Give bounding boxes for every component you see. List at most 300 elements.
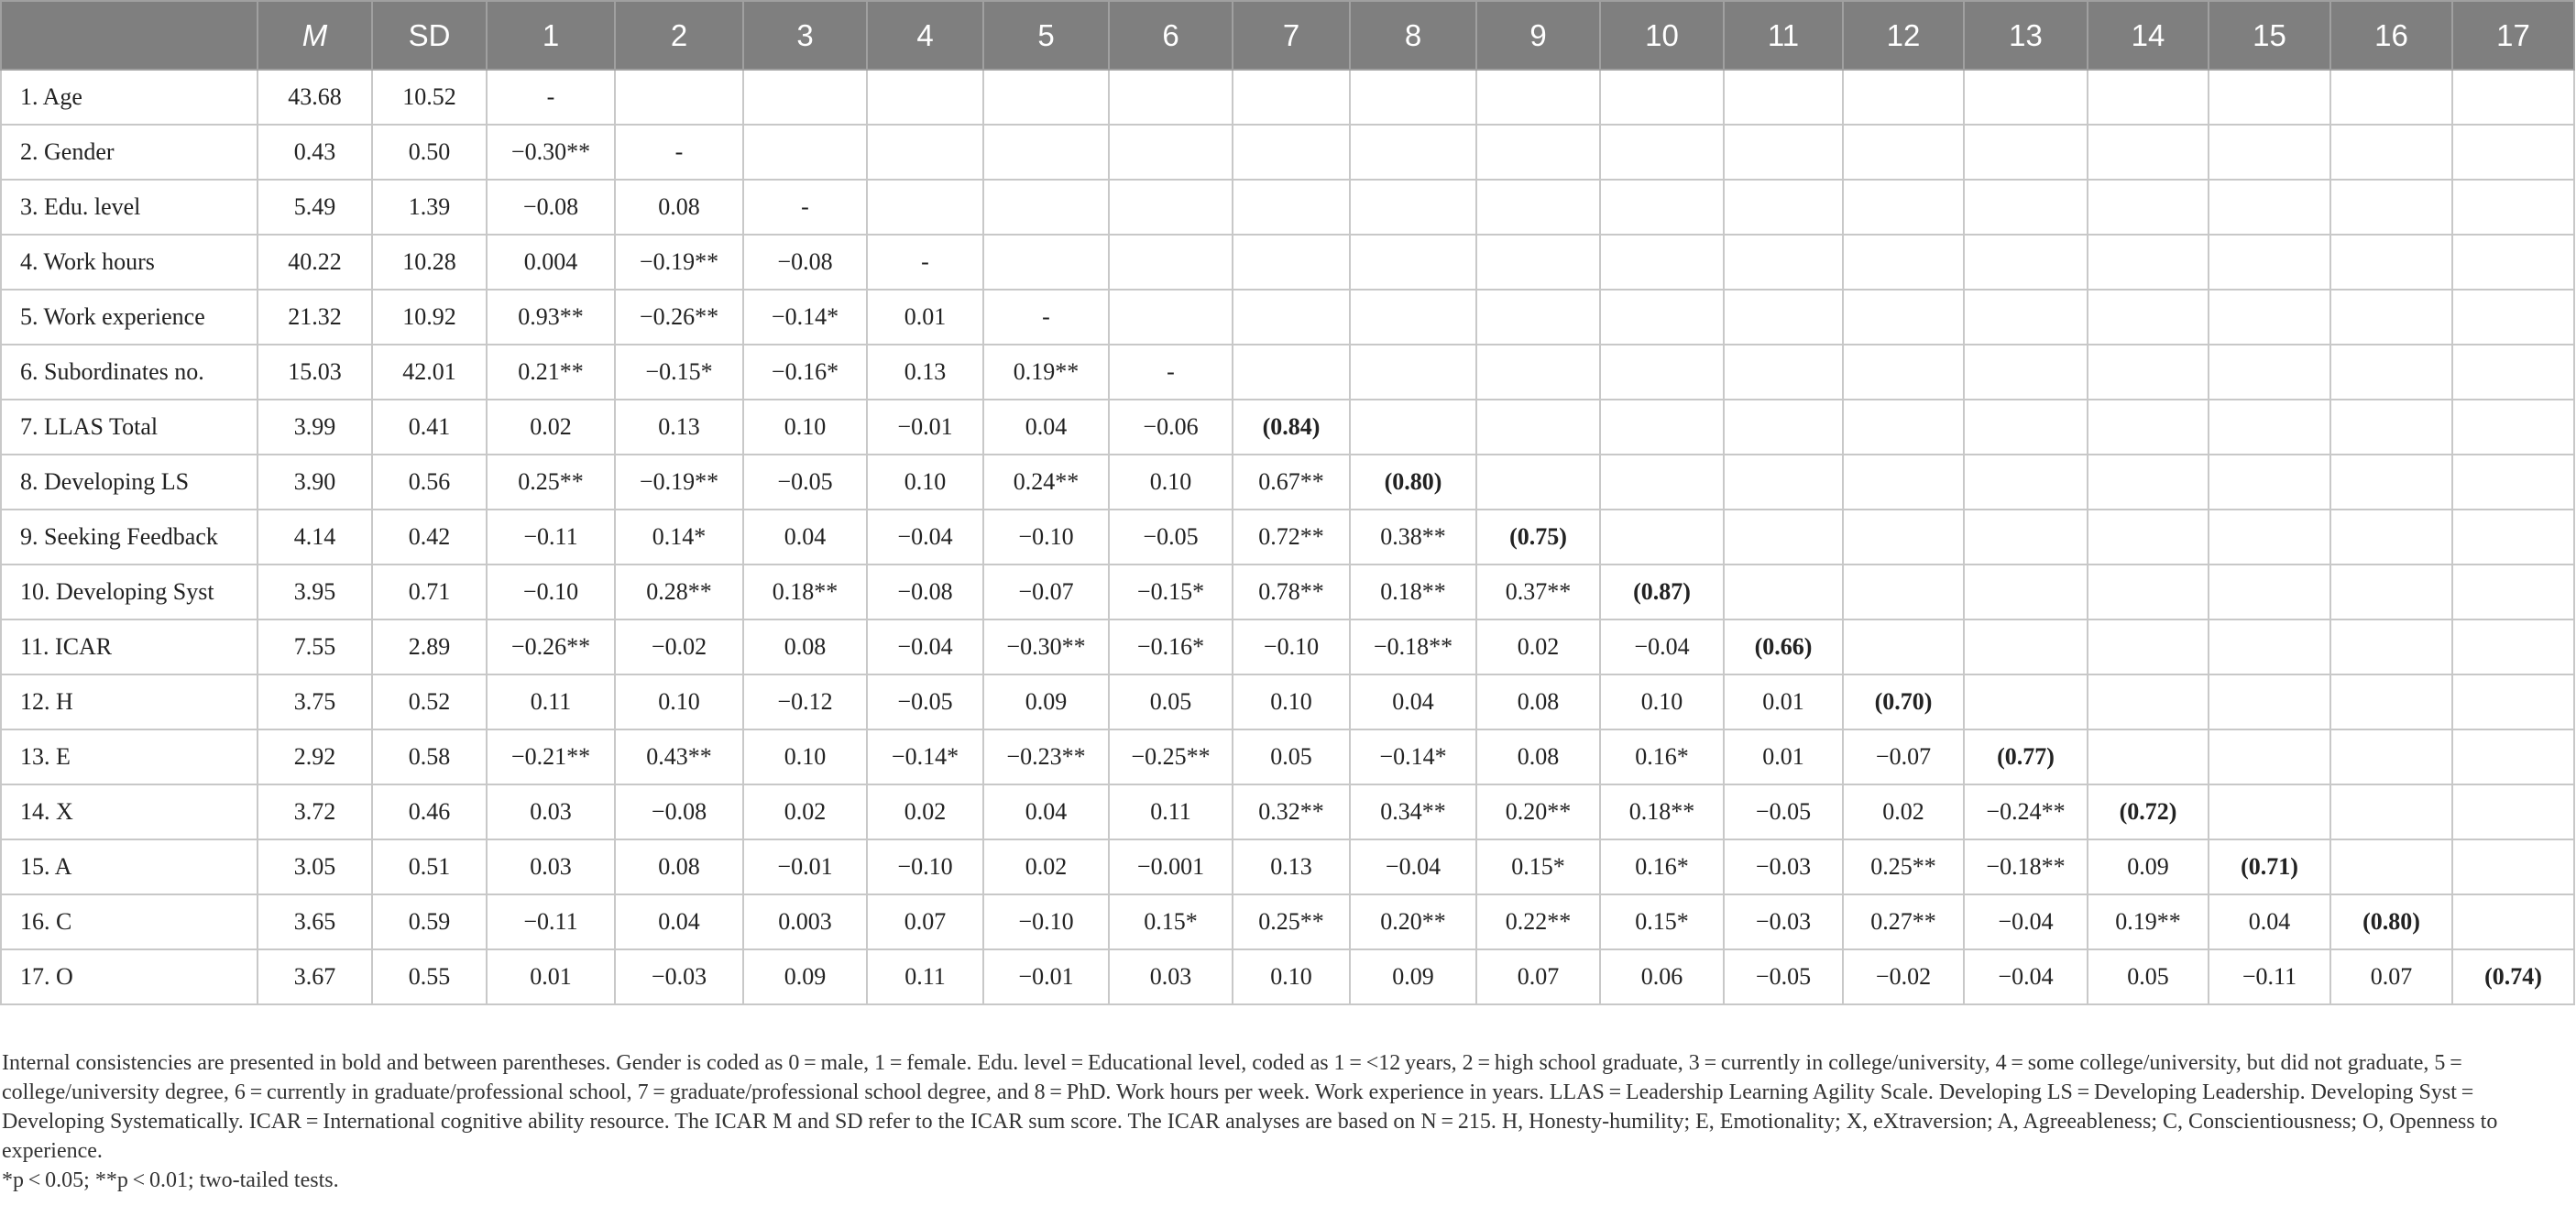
correlation-cell: 0.09 — [743, 949, 867, 1004]
empty-cell — [2452, 180, 2574, 235]
table-row — [1, 674, 2574, 729]
correlation-cell: 0.37** — [1476, 565, 1600, 619]
header-col-15: 15 — [2209, 1, 2330, 70]
row-label: 16. C — [1, 894, 258, 949]
header-col-1: 1 — [487, 1, 615, 70]
correlation-cell: −0.30** — [487, 125, 615, 180]
table-row — [1, 565, 2574, 619]
significance-note: *p < 0.05; **p < 0.01; two-tailed tests. — [2, 1168, 339, 1192]
correlation-cell: 0.18** — [1350, 565, 1476, 619]
empty-cell — [2088, 674, 2209, 729]
empty-cell — [1109, 235, 1233, 290]
empty-cell — [2088, 510, 2209, 565]
table-row — [1, 235, 2574, 290]
empty-cell — [2452, 235, 2574, 290]
empty-cell — [1724, 510, 1843, 565]
empty-cell — [1109, 70, 1233, 125]
correlation-cell: 0.20** — [1350, 894, 1476, 949]
correlation-cell: (0.71) — [2209, 839, 2330, 894]
empty-cell — [1476, 400, 1600, 455]
empty-cell — [867, 125, 983, 180]
correlation-cell: 0.04 — [743, 510, 867, 565]
empty-cell — [867, 180, 983, 235]
correlation-cell: 0.02 — [1476, 619, 1600, 674]
correlation-cell: 0.08 — [743, 619, 867, 674]
empty-cell — [615, 70, 743, 125]
empty-cell — [1964, 565, 2088, 619]
table-row — [1, 125, 2574, 180]
header-col-4: 4 — [867, 1, 983, 70]
correlation-cell: 0.02 — [983, 839, 1109, 894]
empty-cell — [2452, 510, 2574, 565]
correlation-cell: 0.10 — [1233, 949, 1350, 1004]
empty-cell — [2330, 619, 2452, 674]
empty-cell — [1109, 180, 1233, 235]
empty-cell — [2330, 784, 2452, 839]
header-sd: SD — [372, 1, 487, 70]
empty-cell — [2209, 565, 2330, 619]
correlation-cell: 0.22** — [1476, 894, 1600, 949]
header-col-9: 9 — [1476, 1, 1600, 70]
correlation-cell: −0.11 — [2209, 949, 2330, 1004]
correlation-cell: 0.01 — [867, 290, 983, 345]
empty-cell — [2088, 70, 2209, 125]
empty-cell — [1724, 235, 1843, 290]
empty-cell — [1843, 510, 1964, 565]
row-label: 12. H — [1, 674, 258, 729]
empty-cell — [2330, 565, 2452, 619]
table-row — [1, 400, 2574, 455]
table-row — [1, 70, 2574, 125]
correlation-cell: 0.08 — [1476, 729, 1600, 784]
empty-cell — [1964, 345, 2088, 400]
table-header-row — [1, 1, 2574, 70]
correlation-cell: 0.07 — [1476, 949, 1600, 1004]
correlation-cell: 0.04 — [1350, 674, 1476, 729]
empty-cell — [1233, 180, 1350, 235]
empty-cell — [2452, 729, 2574, 784]
empty-cell — [743, 70, 867, 125]
correlation-cell: −0.14* — [1350, 729, 1476, 784]
table-row — [1, 455, 2574, 510]
empty-cell — [1600, 125, 1724, 180]
mean-cell: 3.95 — [258, 565, 372, 619]
row-label: 8. Developing LS — [1, 455, 258, 510]
empty-cell — [2330, 674, 2452, 729]
correlation-cell: −0.19** — [615, 235, 743, 290]
correlation-cell: 0.15* — [1600, 894, 1724, 949]
sd-cell: 0.58 — [372, 729, 487, 784]
correlation-cell: −0.11 — [487, 510, 615, 565]
correlation-cell: −0.10 — [983, 510, 1109, 565]
empty-cell — [1233, 235, 1350, 290]
correlation-cell: 0.13 — [867, 345, 983, 400]
header-variable — [1, 1, 258, 70]
empty-cell — [1843, 455, 1964, 510]
header-col-14: 14 — [2088, 1, 2209, 70]
table-footnote: Internal consistencies are presented in bold and between parentheses. Gender is coded as 0 = male, 1 = female. Edu. level = Educational level, coded as 1 = <12 years, 2 = high school graduate, 3 = currently in college/university, 4 = some college/university, but did not graduate, 5 = college/university degree, 6 = currently in graduate/professional school, 7 = graduate/professional school degree, and 8 = PhD. Work hours per week. Work experience in years. LLAS = Leadership Learning Agility Scale. Developing LS = Developing Leadership. Developing Syst = Developing Systematically. ICAR = International cognitive ability resource. The ICAR M and SD refer to the ICAR sum score. The ICAR analyses are based on N = 215. H, Honesty-humility; E, Emotionality; X, eXtraversion; A, Agreeableness; C, Conscientiousness; O, Openness to experience. — [2, 1051, 2498, 1163]
correlation-cell: 0.67** — [1233, 455, 1350, 510]
correlation-cell: 0.02 — [1843, 784, 1964, 839]
row-label: 13. E — [1, 729, 258, 784]
row-label: 6. Subordinates no. — [1, 345, 258, 400]
correlation-cell: −0.04 — [1350, 839, 1476, 894]
correlation-cell: 0.20** — [1476, 784, 1600, 839]
correlation-cell: −0.05 — [1109, 510, 1233, 565]
correlation-cell: −0.16* — [743, 345, 867, 400]
correlation-cell: −0.26** — [487, 619, 615, 674]
correlation-cell: 0.10 — [743, 729, 867, 784]
correlation-cell: - — [743, 180, 867, 235]
mean-cell: 3.65 — [258, 894, 372, 949]
correlation-cell: - — [983, 290, 1109, 345]
correlation-cell: −0.08 — [487, 180, 615, 235]
empty-cell — [1233, 125, 1350, 180]
correlation-cell: (0.72) — [2088, 784, 2209, 839]
correlation-cell: 0.21** — [487, 345, 615, 400]
correlation-cell: 0.18** — [743, 565, 867, 619]
correlation-cell: 0.04 — [615, 894, 743, 949]
correlation-cell: −0.18** — [1350, 619, 1476, 674]
sd-cell: 0.56 — [372, 455, 487, 510]
correlation-cell: −0.11 — [487, 894, 615, 949]
sd-cell: 0.52 — [372, 674, 487, 729]
correlation-cell: −0.04 — [1600, 619, 1724, 674]
empty-cell — [1724, 400, 1843, 455]
correlation-cell: 0.10 — [867, 455, 983, 510]
empty-cell — [1843, 235, 1964, 290]
correlation-cell: −0.30** — [983, 619, 1109, 674]
correlation-cell: (0.80) — [1350, 455, 1476, 510]
correlation-cell: 0.04 — [2209, 894, 2330, 949]
correlation-cell: (0.74) — [2452, 949, 2574, 1004]
correlation-cell: 0.78** — [1233, 565, 1350, 619]
empty-cell — [2088, 290, 2209, 345]
header-col-3: 3 — [743, 1, 867, 70]
empty-cell — [1350, 70, 1476, 125]
correlation-cell: 0.08 — [615, 839, 743, 894]
correlation-cell: −0.05 — [743, 455, 867, 510]
empty-cell — [1350, 180, 1476, 235]
correlation-cell: −0.10 — [983, 894, 1109, 949]
sd-cell: 1.39 — [372, 180, 487, 235]
correlation-cell: −0.01 — [743, 839, 867, 894]
correlation-cell: −0.23** — [983, 729, 1109, 784]
correlation-cell: 0.02 — [743, 784, 867, 839]
sd-cell: 10.28 — [372, 235, 487, 290]
correlation-cell: −0.24** — [1964, 784, 2088, 839]
correlation-cell: −0.01 — [867, 400, 983, 455]
empty-cell — [2209, 784, 2330, 839]
correlation-cell: 0.07 — [867, 894, 983, 949]
correlation-cell: 0.08 — [1476, 674, 1600, 729]
empty-cell — [2330, 400, 2452, 455]
empty-cell — [2088, 400, 2209, 455]
sd-cell: 0.42 — [372, 510, 487, 565]
correlation-cell: −0.001 — [1109, 839, 1233, 894]
empty-cell — [2088, 565, 2209, 619]
table-row — [1, 949, 2574, 1004]
empty-cell — [1724, 125, 1843, 180]
empty-cell — [1843, 70, 1964, 125]
empty-cell — [2330, 290, 2452, 345]
empty-cell — [2088, 729, 2209, 784]
empty-cell — [1476, 345, 1600, 400]
correlation-cell: 0.10 — [1600, 674, 1724, 729]
empty-cell — [1233, 345, 1350, 400]
sd-cell: 0.41 — [372, 400, 487, 455]
table-row — [1, 345, 2574, 400]
empty-cell — [2452, 455, 2574, 510]
correlation-cell: 0.03 — [487, 784, 615, 839]
empty-cell — [1843, 619, 1964, 674]
sd-cell: 0.59 — [372, 894, 487, 949]
empty-cell — [2452, 125, 2574, 180]
correlation-cell: (0.80) — [2330, 894, 2452, 949]
correlation-cell: 0.02 — [867, 784, 983, 839]
header-col-12: 12 — [1843, 1, 1964, 70]
correlation-cell: −0.08 — [743, 235, 867, 290]
correlation-cell: (0.75) — [1476, 510, 1600, 565]
header-col-5: 5 — [983, 1, 1109, 70]
correlation-cell: 0.09 — [1350, 949, 1476, 1004]
row-label: 9. Seeking Feedback — [1, 510, 258, 565]
table-body — [1, 70, 2574, 1004]
table-row — [1, 784, 2574, 839]
correlation-cell: 0.004 — [487, 235, 615, 290]
correlation-cell: 0.72** — [1233, 510, 1350, 565]
empty-cell — [1476, 180, 1600, 235]
correlation-cell: 0.19** — [983, 345, 1109, 400]
correlation-cell: (0.77) — [1964, 729, 2088, 784]
correlation-cell: −0.15* — [1109, 565, 1233, 619]
correlation-cell: 0.05 — [1109, 674, 1233, 729]
empty-cell — [1964, 70, 2088, 125]
empty-cell — [1350, 290, 1476, 345]
correlation-cell: 0.10 — [743, 400, 867, 455]
empty-cell — [1724, 345, 1843, 400]
empty-cell — [1843, 345, 1964, 400]
correlation-cell: 0.25** — [487, 455, 615, 510]
empty-cell — [2088, 619, 2209, 674]
correlation-cell: 0.38** — [1350, 510, 1476, 565]
empty-cell — [2209, 180, 2330, 235]
correlation-cell: (0.70) — [1843, 674, 1964, 729]
correlation-cell: 0.03 — [1109, 949, 1233, 1004]
correlation-cell: (0.87) — [1600, 565, 1724, 619]
correlation-cell: 0.10 — [615, 674, 743, 729]
row-label: 5. Work experience — [1, 290, 258, 345]
empty-cell — [2088, 345, 2209, 400]
empty-cell — [2452, 619, 2574, 674]
correlation-cell: (0.84) — [1233, 400, 1350, 455]
row-label: 2. Gender — [1, 125, 258, 180]
mean-cell: 7.55 — [258, 619, 372, 674]
empty-cell — [1843, 180, 1964, 235]
empty-cell — [1600, 510, 1724, 565]
correlation-cell: 0.34** — [1350, 784, 1476, 839]
correlation-cell: 0.003 — [743, 894, 867, 949]
correlation-cell: −0.08 — [615, 784, 743, 839]
mean-cell: 40.22 — [258, 235, 372, 290]
correlation-cell: −0.18** — [1964, 839, 2088, 894]
empty-cell — [1476, 235, 1600, 290]
empty-cell — [1600, 455, 1724, 510]
empty-cell — [983, 235, 1109, 290]
header-mean: M — [258, 1, 372, 70]
empty-cell — [1600, 70, 1724, 125]
empty-cell — [1724, 455, 1843, 510]
table-row — [1, 619, 2574, 674]
table-notes — [2, 1048, 2559, 1195]
empty-cell — [2209, 729, 2330, 784]
correlation-cell: 0.02 — [487, 400, 615, 455]
mean-cell: 4.14 — [258, 510, 372, 565]
empty-cell — [2209, 455, 2330, 510]
correlation-cell: −0.12 — [743, 674, 867, 729]
row-label: 11. ICAR — [1, 619, 258, 674]
empty-cell — [2452, 290, 2574, 345]
empty-cell — [2330, 729, 2452, 784]
correlation-cell: −0.05 — [1724, 949, 1843, 1004]
header-col-11: 11 — [1724, 1, 1843, 70]
empty-cell — [1964, 290, 2088, 345]
empty-cell — [1843, 290, 1964, 345]
row-label: 7. LLAS Total — [1, 400, 258, 455]
empty-cell — [1350, 345, 1476, 400]
empty-cell — [2452, 674, 2574, 729]
correlation-cell: 0.24** — [983, 455, 1109, 510]
correlation-cell: −0.16* — [1109, 619, 1233, 674]
correlation-cell: 0.10 — [1233, 674, 1350, 729]
empty-cell — [1964, 125, 2088, 180]
sd-cell: 10.52 — [372, 70, 487, 125]
correlation-cell: −0.10 — [1233, 619, 1350, 674]
empty-cell — [2088, 235, 2209, 290]
correlation-cell: 0.13 — [1233, 839, 1350, 894]
sd-cell: 42.01 — [372, 345, 487, 400]
header-col-8: 8 — [1350, 1, 1476, 70]
correlation-cell: 0.06 — [1600, 949, 1724, 1004]
sd-cell: 0.55 — [372, 949, 487, 1004]
header-col-17: 17 — [2452, 1, 2574, 70]
correlation-cell: −0.19** — [615, 455, 743, 510]
mean-cell: 3.05 — [258, 839, 372, 894]
empty-cell — [1600, 180, 1724, 235]
empty-cell — [2209, 674, 2330, 729]
correlation-cell: −0.14* — [867, 729, 983, 784]
correlation-cell: −0.14* — [743, 290, 867, 345]
correlation-cell: −0.01 — [983, 949, 1109, 1004]
empty-cell — [2209, 70, 2330, 125]
row-label: 10. Developing Syst — [1, 565, 258, 619]
correlation-cell: −0.04 — [867, 510, 983, 565]
header-col-10: 10 — [1600, 1, 1724, 70]
sd-cell: 10.92 — [372, 290, 487, 345]
correlation-cell: 0.19** — [2088, 894, 2209, 949]
mean-cell: 43.68 — [258, 70, 372, 125]
empty-cell — [2088, 455, 2209, 510]
empty-cell — [1109, 125, 1233, 180]
correlation-cell: −0.07 — [1843, 729, 1964, 784]
correlation-cell: −0.03 — [615, 949, 743, 1004]
row-label: 14. X — [1, 784, 258, 839]
correlation-cell: −0.03 — [1724, 894, 1843, 949]
correlation-cell: −0.21** — [487, 729, 615, 784]
header-col-13: 13 — [1964, 1, 2088, 70]
empty-cell — [1724, 180, 1843, 235]
empty-cell — [1724, 70, 1843, 125]
empty-cell — [983, 70, 1109, 125]
empty-cell — [1843, 400, 1964, 455]
empty-cell — [2452, 784, 2574, 839]
correlation-cell: 0.25** — [1843, 839, 1964, 894]
empty-cell — [1964, 400, 2088, 455]
correlation-cell: −0.10 — [867, 839, 983, 894]
correlation-cell: 0.08 — [615, 180, 743, 235]
correlation-cell: 0.15* — [1476, 839, 1600, 894]
correlation-cell: 0.10 — [1109, 455, 1233, 510]
empty-cell — [2088, 125, 2209, 180]
empty-cell — [1476, 125, 1600, 180]
correlation-cell: −0.15* — [615, 345, 743, 400]
table-row — [1, 510, 2574, 565]
correlation-cell: 0.03 — [487, 839, 615, 894]
correlation-cell: −0.06 — [1109, 400, 1233, 455]
empty-cell — [1109, 290, 1233, 345]
table-row — [1, 894, 2574, 949]
correlation-cell: - — [867, 235, 983, 290]
empty-cell — [1964, 674, 2088, 729]
correlation-cell: 0.05 — [1233, 729, 1350, 784]
empty-cell — [1233, 70, 1350, 125]
correlation-cell: −0.04 — [1964, 894, 2088, 949]
empty-cell — [1964, 510, 2088, 565]
empty-cell — [2209, 400, 2330, 455]
empty-cell — [1350, 125, 1476, 180]
row-label: 4. Work hours — [1, 235, 258, 290]
correlation-cell: 0.14* — [615, 510, 743, 565]
mean-cell: 0.43 — [258, 125, 372, 180]
correlation-cell: 0.01 — [1724, 674, 1843, 729]
correlation-cell: 0.04 — [983, 400, 1109, 455]
empty-cell — [2330, 235, 2452, 290]
correlation-cell: 0.11 — [867, 949, 983, 1004]
empty-cell — [1724, 290, 1843, 345]
header-col-6: 6 — [1109, 1, 1233, 70]
empty-cell — [1600, 290, 1724, 345]
empty-cell — [1350, 235, 1476, 290]
table-row — [1, 290, 2574, 345]
empty-cell — [867, 70, 983, 125]
correlation-cell: −0.04 — [867, 619, 983, 674]
correlation-cell: −0.08 — [867, 565, 983, 619]
correlation-cell: 0.15* — [1109, 894, 1233, 949]
row-label: 17. O — [1, 949, 258, 1004]
empty-cell — [1964, 235, 2088, 290]
empty-cell — [983, 125, 1109, 180]
empty-cell — [2330, 125, 2452, 180]
empty-cell — [1600, 400, 1724, 455]
correlation-cell: 0.13 — [615, 400, 743, 455]
empty-cell — [743, 125, 867, 180]
correlation-cell: 0.09 — [2088, 839, 2209, 894]
empty-cell — [2330, 180, 2452, 235]
correlation-cell: 0.25** — [1233, 894, 1350, 949]
empty-cell — [1600, 345, 1724, 400]
table-row — [1, 180, 2574, 235]
empty-cell — [2330, 70, 2452, 125]
